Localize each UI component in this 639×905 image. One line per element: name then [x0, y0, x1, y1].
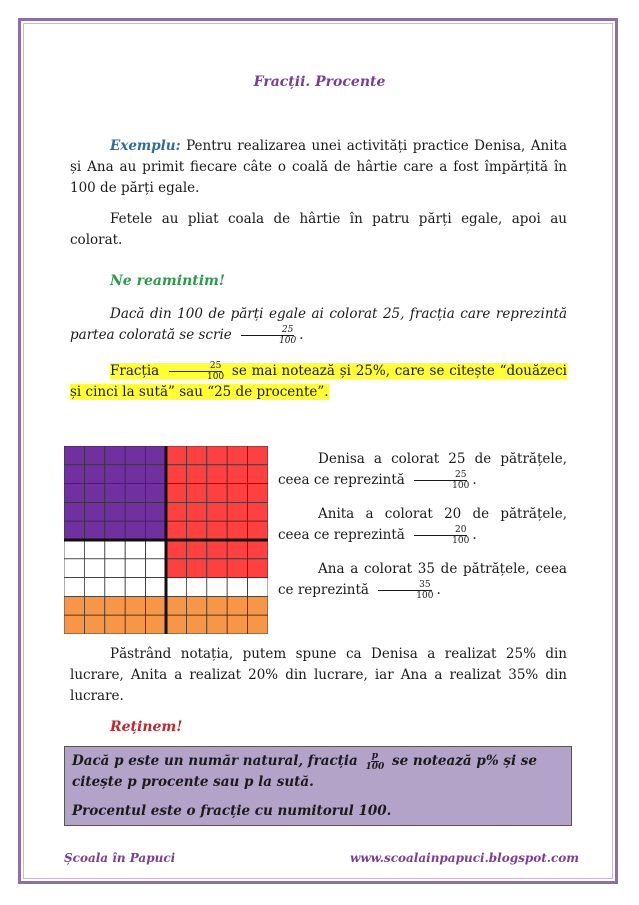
- fraction-numerator: 20: [414, 525, 467, 536]
- fraction-denominator: 100: [279, 336, 297, 346]
- remember-heading: [70, 271, 567, 292]
- denisa-paragraph: [278, 449, 567, 491]
- fraction-denominator: 100: [452, 481, 470, 491]
- highlight-post: se mai notează și 25%, care se citește “douăzeci și cinci la sută” sau “25 de procente”.: [70, 363, 567, 400]
- fraction-numerator: p: [371, 751, 379, 761]
- highlight-fraction: [166, 361, 225, 382]
- fraction-denominator: 100: [452, 536, 470, 546]
- grid-cell: [105, 578, 125, 597]
- grid-cell: [84, 578, 104, 597]
- grid-cell: [125, 559, 145, 578]
- retain-line1-pre: Dacă p este un număr natural, fracția: [72, 753, 358, 769]
- grid-cell: [146, 502, 166, 521]
- retain-line-2: Procentul este o fracție cu numitorul 100.: [72, 803, 392, 819]
- anita-text: Anita a colorat 20 de pătrățele, ceea ce reprezintă: [278, 506, 567, 543]
- grid-cell: [248, 446, 268, 465]
- grid-cell: [64, 521, 84, 540]
- grid-cell: [105, 446, 125, 465]
- grid-cell: [207, 578, 227, 597]
- denisa-end: .: [472, 472, 477, 488]
- grid-cell: [248, 465, 268, 484]
- fraction-denominator: 100: [365, 762, 385, 772]
- example-label: Exemplu:: [110, 138, 181, 154]
- grid-cell: [186, 596, 206, 615]
- summary-paragraph: Păstrând notația, putem spune ca Denisa a realizat 25% din lucrare, Anita a realizat 20% din lucrare, iar Ana a realizat 35% din lucrare.: [70, 646, 567, 704]
- remember-end: .: [299, 327, 304, 343]
- grid-cell: [64, 578, 84, 597]
- anita-paragraph: [278, 504, 567, 546]
- grid-cell: [248, 502, 268, 521]
- grid-cell: [186, 446, 206, 465]
- page-title: Fracții. Procente: [253, 74, 386, 90]
- grid-cell: [166, 502, 186, 521]
- grid-cell: [125, 521, 145, 540]
- grid-cell: [84, 596, 104, 615]
- example-paragraph: [70, 136, 567, 199]
- grid-cell: [207, 540, 227, 559]
- retain-line1-post: se notează p% și se citește p procente sau p la sută.: [72, 753, 537, 790]
- hundred-grid-svg: [64, 446, 268, 634]
- grid-cell: [146, 521, 166, 540]
- grid-cell: [227, 465, 247, 484]
- example-text: Pentru realizarea unei activități practice Denisa, Anita și Ana au primit fiecare câte o coală de hârtie care a fost împărțită în 100 de părți egale.: [70, 138, 567, 196]
- fold-paragraph: Fetele au pliat coala de hârtie în patru părți egale, apoi au colorat.: [70, 211, 567, 248]
- grid-cell: [125, 465, 145, 484]
- grid-cell: [166, 446, 186, 465]
- grid-cell: [84, 540, 104, 559]
- grid-cell: [105, 465, 125, 484]
- fraction-numerator: 25: [241, 325, 294, 336]
- grid-cell: [84, 521, 104, 540]
- grid-cell: [186, 540, 206, 559]
- grid-cell: [207, 484, 227, 503]
- retain-heading-text: Reținem!: [110, 719, 183, 735]
- remember-heading-text: Ne reamintim!: [110, 273, 225, 289]
- fraction-numerator: 25: [414, 470, 467, 481]
- ana-text: Ana a colorat 35 de pătrățele, ceea ce reprezintă: [278, 561, 567, 598]
- grid-cell: [125, 484, 145, 503]
- grid-cell: [125, 502, 145, 521]
- denisa-fraction: [411, 470, 470, 491]
- grid-cell: [248, 521, 268, 540]
- grid-cell: [84, 615, 104, 634]
- grid-cell: [248, 596, 268, 615]
- hundred-grid: [64, 446, 268, 634]
- grid-cell: [146, 559, 166, 578]
- grid-cell: [64, 540, 84, 559]
- remember-text: Dacă din 100 de părți egale ai colorat 25, fracția care reprezintă partea colorată se scrie: [70, 306, 567, 343]
- grid-cell: [186, 465, 206, 484]
- anita-fraction: [411, 525, 470, 546]
- fraction-denominator: 100: [206, 372, 225, 382]
- grid-cell: [105, 502, 125, 521]
- grid-cell: [64, 559, 84, 578]
- grid-cell: [166, 559, 186, 578]
- footer-website: www.scoalainpapuci.blogspot.com: [350, 851, 579, 865]
- grid-cell: [227, 484, 247, 503]
- highlight-pre: Fracția: [110, 363, 160, 379]
- ana-paragraph: [278, 559, 567, 601]
- grid-cell: [186, 559, 206, 578]
- grid-cell: [166, 596, 186, 615]
- grid-cell: [248, 484, 268, 503]
- grid-cell: [84, 559, 104, 578]
- grid-cell: [227, 446, 247, 465]
- grid-cell: [248, 615, 268, 634]
- grid-cell: [166, 540, 186, 559]
- grid-cell: [64, 615, 84, 634]
- retain-line-1: [72, 751, 564, 793]
- grid-cell: [248, 578, 268, 597]
- grid-cell: [207, 465, 227, 484]
- grid-cell: [227, 559, 247, 578]
- grid-cell: [84, 465, 104, 484]
- grid-cell: [248, 540, 268, 559]
- grid-cell: [64, 446, 84, 465]
- grid-cell: [248, 559, 268, 578]
- grid-cell: [146, 540, 166, 559]
- grid-cell: [125, 540, 145, 559]
- retain-heading: [70, 717, 567, 738]
- grid-cell: [207, 615, 227, 634]
- grid-cell: [146, 578, 166, 597]
- highlight-paragraph: [70, 361, 567, 403]
- grid-cell: [227, 521, 247, 540]
- grid-cell: [146, 615, 166, 634]
- retain-fraction: [364, 751, 385, 772]
- grid-cell: [146, 465, 166, 484]
- grid-cell: [186, 502, 206, 521]
- grid-cell: [125, 596, 145, 615]
- grid-cell: [146, 596, 166, 615]
- anita-end: .: [472, 527, 477, 543]
- grid-cell: [125, 615, 145, 634]
- grid-cell: [207, 446, 227, 465]
- grid-cell: [227, 502, 247, 521]
- grid-cell: [186, 484, 206, 503]
- remember-paragraph: [70, 304, 567, 346]
- grid-cell: [207, 502, 227, 521]
- fraction-numerator: 25: [169, 361, 222, 372]
- grid-cell: [186, 615, 206, 634]
- grid-cell: [64, 502, 84, 521]
- grid-cell: [105, 559, 125, 578]
- grid-cell: [166, 484, 186, 503]
- grid-cell: [166, 578, 186, 597]
- grid-cell: [64, 465, 84, 484]
- grid-cell: [166, 521, 186, 540]
- grid-cell: [166, 465, 186, 484]
- grid-cell: [186, 578, 206, 597]
- grid-cell: [125, 578, 145, 597]
- grid-cell: [146, 446, 166, 465]
- fraction-denominator: 100: [416, 591, 434, 601]
- ana-fraction: [375, 580, 434, 601]
- grid-cell: [227, 596, 247, 615]
- denisa-text: Denisa a colorat 25 de pătrățele, ceea ce reprezintă: [278, 451, 567, 488]
- grid-cell: [146, 484, 166, 503]
- grid-cell: [105, 615, 125, 634]
- grid-cell: [64, 596, 84, 615]
- fraction-25-100: [238, 325, 297, 346]
- fraction-numerator: 35: [378, 580, 431, 591]
- grid-cell: [125, 446, 145, 465]
- grid-cell: [84, 446, 104, 465]
- grid-cell: [105, 484, 125, 503]
- grid-cell: [227, 578, 247, 597]
- grid-cell: [166, 615, 186, 634]
- grid-cell: [186, 521, 206, 540]
- grid-cell: [207, 521, 227, 540]
- grid-cell: [105, 540, 125, 559]
- grid-cell: [207, 596, 227, 615]
- grid-cell: [64, 484, 84, 503]
- footer-school-name: Școala în Papuci: [64, 851, 176, 865]
- ana-end: .: [436, 582, 441, 598]
- grid-cell: [84, 502, 104, 521]
- grid-cell: [207, 559, 227, 578]
- grid-cell: [227, 540, 247, 559]
- retain-box: [64, 746, 572, 826]
- grid-cell: [105, 521, 125, 540]
- grid-cell: [105, 596, 125, 615]
- grid-cell: [84, 484, 104, 503]
- grid-cell: [227, 615, 247, 634]
